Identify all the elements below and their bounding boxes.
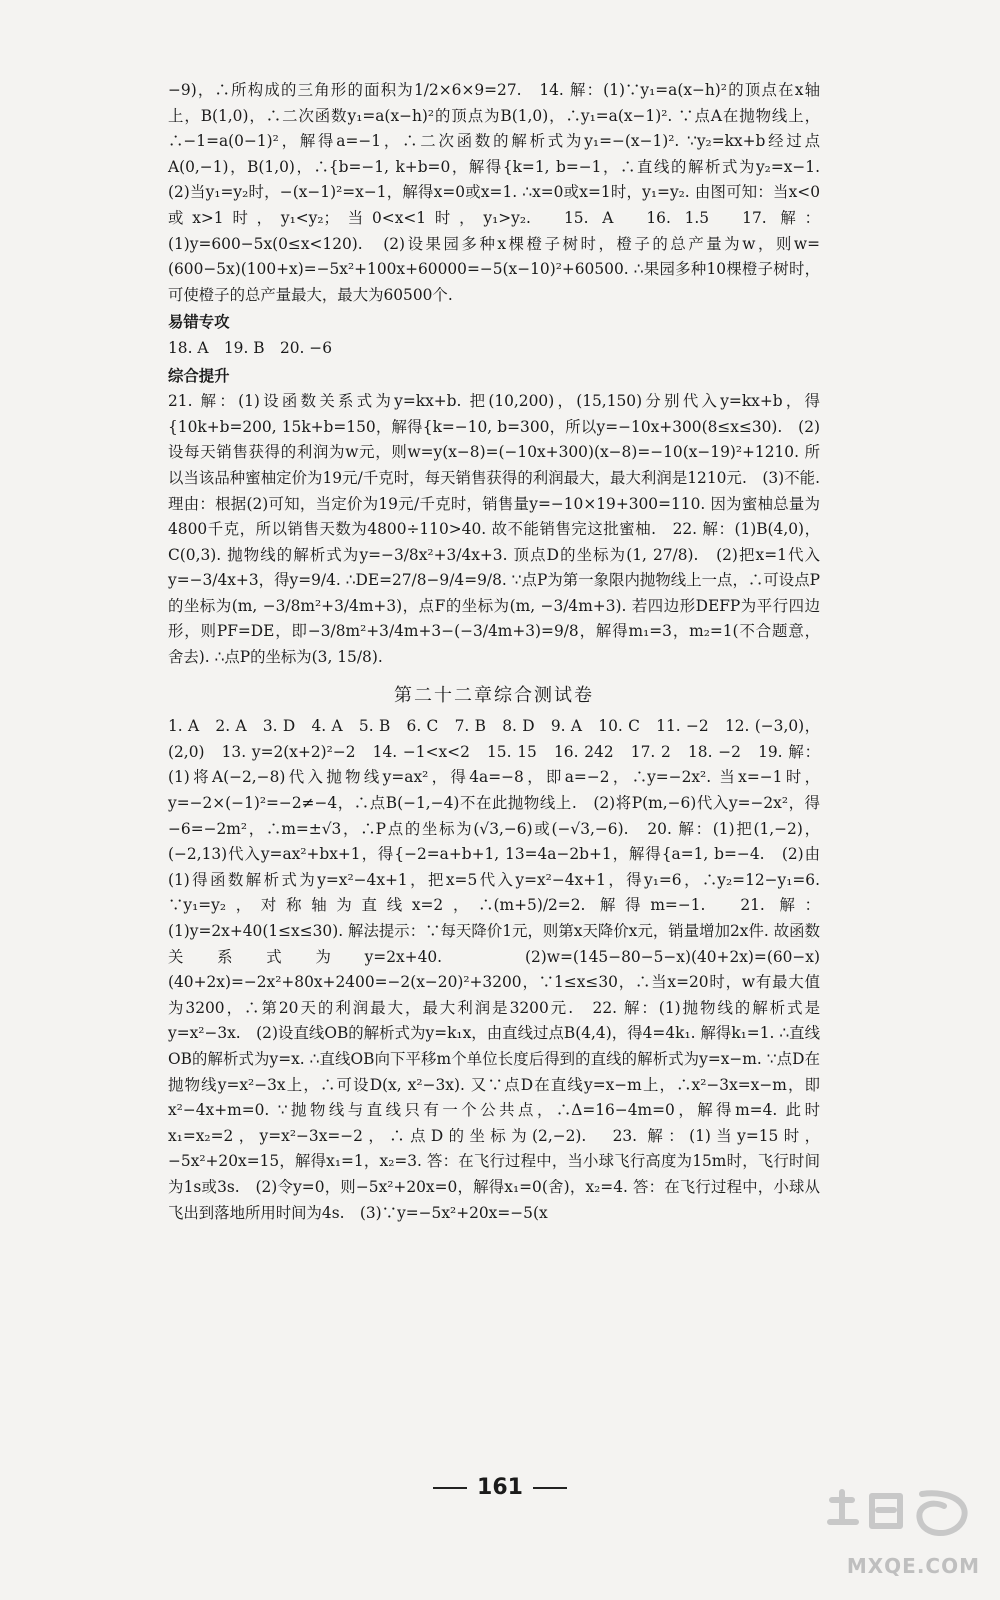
- page-number-right-dash: [533, 1487, 567, 1489]
- paragraph-4: 1. A 2. A 3. D 4. A 5. B 6. C 7. B 8. D 9. A 10. C 11. −2 12. (−3,0)，(2,0) 13. y=2(x+2)²−2 14. −1<x<2 15. 15 16. 242 17. 2 18. −2 19. 解：(1)将A(−2,−8)代入抛物线y=ax²，得4a=−8，即a=−2，∴y=−2x². 当x=−1时，y=−2×(−1)²=−2≠−4，∴点B(−1,−4)不在此抛物线上. (2)将P(m,−6)代入y=−2x²，得−6=−2m²，∴m=±√3，∴P点的坐标为(√3,−6)或(−√3,−6). 20. 解：(1)把(1,−2)，(−2,13)代入y=ax²+bx+1，得{−2=a+b+1, 13=4a−2b+1，解得{a=1, b=−4. (2)由(1)得函数解析式为y=x²−4x+1，把x=5代入y=x²−4x+1，得y₁=6，∴y₂=12−y₁=6. ∵y₁=y₂，对称轴为直线x=2，∴(m+5)/2=2. 解得m=−1. 21. 解：(1)y=2x+40(1≤x≤30). 解法提示：∵每天降价1元，则第x天降价x元，销量增加2x件. 故函数关系式为y=2x+40. (2)w=(145−80−5−x)(40+2x)=(60−x)(40+2x)=−2x²+80x+2400=−2(x−20)²+3200，∵1≤x≤30，∴当x=20时，w有最大值为3200，∴第20天的利润最大，最大利润是3200元. 22. 解：(1)抛物线的解析式是y=x²−3x. (2)设直线OB的解析式为y=k₁x，由直线过点B(4,4)，得4=4k₁. 解得k₁=1. ∴直线OB的解析式为y=x. ∴直线OB向下平移m个单位长度后得到的直线的解析式为y=x−m. ∵点D在抛物线y=x²−3x上，∴可设D(x, x²−3x). 又∵点D在直线y=x−m上，∴x²−3x=x−m，即x²−4x+m=0. ∵抛物线与直线只有一个公共点，∴Δ=16−4m=0，解得m=4. 此时x₁=x₂=2，y=x²−3x=−2，∴点D的坐标为(2,−2). 23. 解：(1)当y=15时，−5x²+20x=15，解得x₁=1，x₂=3. 答：在飞行过程中，当小球飞行高度为15m时，飞行时间为1s或3s. (2)令y=0，则−5x²+20x=0，解得x₁=0(舍)，x₂=4. 答：在飞行过程中，小球从飞出到落地所用时间为4s. (3)∵y=−5x²+20x=−5(x: [168, 717, 820, 1222]
- page-body: [168, 78, 836, 1226]
- section-heading-mistakes: 易错专攻: [168, 313, 230, 332]
- paragraph-2: 18. A 19. B 20. −6: [168, 338, 332, 357]
- chapter-title: 第二十二章综合测试卷: [394, 684, 594, 706]
- watermark-text: MXQE.COM: [846, 1554, 980, 1578]
- paragraph-3: 21. 解：(1)设函数关系式为y=kx+b. 把(10,200)，(15,150)分别代入y=kx+b，得{10k+b=200, 15k+b=150，解得{k=−10, b=300，所以y=−10x+300(8≤x≤30). (2)设每天销售获得的利润为w元，则w=y(x−8)=(−10x+300)(x−8)=−10(x−19)²+1210. 所以当该品种蜜柚定价为19元/千克时，每天销售获得的利润最大，最大利润是1210元. (3)不能. 理由：根据(2)可知，当定价为19元/千克时，销售量y=−10×19+300=110. 因为蜜柚总量为4800千克，所以销售天数为4800÷110>40. 故不能销售完这批蜜柚. 22. 解：(1)B(4,0)，C(0,3). 抛物线的解析式为y=−3/8x²+3/4x+3. 顶点D的坐标为(1, 27/8). (2)把x=1代入y=−3/4x+3，得y=9/4. ∴DE=27/8−9/4=9/8. ∵点P为第一象限内抛物线上一点，∴可设点P的坐标为(m, −3/8m²+3/4m+3)，点F的坐标为(m, −3/4m+3). 若四边形DEFP为平行四边形，则PF=DE，即−3/8m²+3/4m+3−(−3/4m+3)=9/8，解得m₁=3，m₂=1(不合题意，舍去). ∴点P的坐标为(3, 15/8).: [168, 392, 820, 667]
- section-heading-comprehensive: 综合提升: [168, 366, 230, 385]
- page-number-left-dash: [433, 1487, 467, 1489]
- page-number-text: 161: [477, 1475, 523, 1500]
- paragraph-1: −9)，∴所构成的三角形的面积为1/2×6×9=27. 14. 解：(1)∵y₁=a(x−h)²的顶点在x轴上，B(1,0)，∴二次函数y₁=a(x−h)²的顶点为B(1,0)，∴y₁=a(x−1)². ∵点A在抛物线上，∴−1=a(0−1)²，解得a=−1，∴二次函数的解析式为y₁=−(x−1)². ∵y₂=kx+b经过点A(0,−1)，B(1,0)，∴{b=−1, k+b=0，解得{k=1, b=−1，∴直线的解析式为y₂=x−1. (2)当y₁=y₂时，−(x−1)²=x−1，解得x=0或x=1. ∴x=0或x=1时，y₁=y₂. 由图可知：当x<0或x>1时，y₁<y₂；当0<x<1时，y₁>y₂. 15. A 16. 1.5 17. 解：(1)y=600−5x(0≤x<120). (2)设果园多种x棵橙子树时，橙子的总产量为w，则w=(600−5x)(100+x)=−5x²+100x+60000=−5(x−10)²+60500. ∴果园多种10棵橙子树时，可使橙子的总产量最大，最大为60500个.: [168, 81, 836, 304]
